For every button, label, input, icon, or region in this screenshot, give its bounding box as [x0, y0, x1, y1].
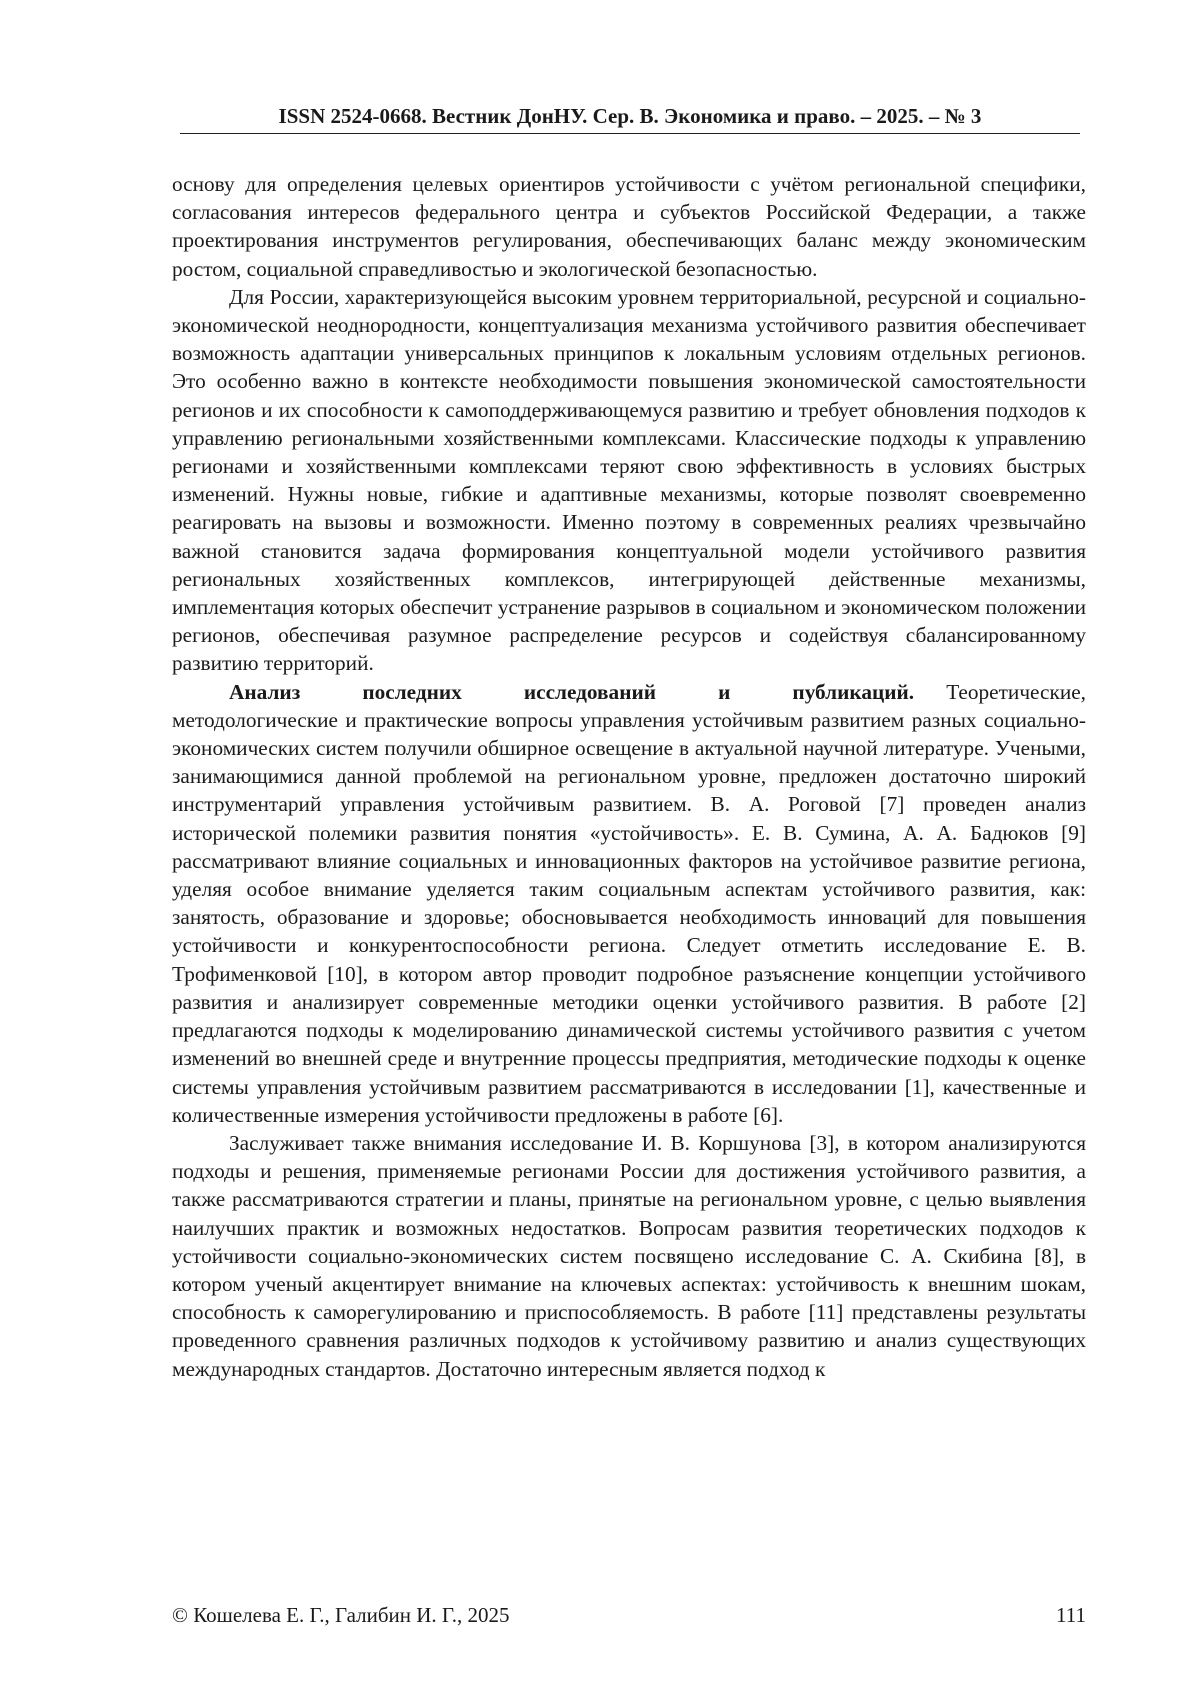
paragraph-russia-heterogeneity: Для России, характеризующейся высоким уровнем территориальной, ресурсной и социально-экономической неоднородности, концептуализация механизма устойчивого развития обеспечивает возможность адаптации универсальных принципов к локальным условиям отдельных регионов. Это особенно важно в контексте необходимости повышения экономической самостоятельности регионов и их способности к самоподдерживающемуся развитию и требует обновления подходов к управлению региональными хозяйственными комплексами. Классические подходы к управлению регионами и хозяйственными комплексами теряют свою эффективность в условиях быстрых изменений. Нужны новые, гибкие и адаптивные механизмы, которые позволят своевременно реагировать на вызовы и возможности. Именно поэтому в современных реалиях чрезвычайно важной становится задача формирования концептуальной модели устойчивого развития региональных хозяйственных комплексов, интегрирующей действенные механизмы, имплементация которых обеспечит устранение разрывов в социальном и экономическом положении регионов, обеспечивая разумное распределение ресурсов и содействуя сбалансированному развитию территорий.	[172, 284, 1086, 676]
paragraph-continuation: основу для определения целевых ориентиров устойчивости с учётом региональной специфики, согласования интересов федерального центра и субъектов Российской Федерации, а также проектирования инструментов регулирования, обеспечивающих баланс между экономическим ростом, социальной справедливостью и экологической безопасностью.	[172, 172, 1086, 281]
article-body	[172, 170, 1086, 1383]
copyright-notice: © Кошелева Е. Г., Галибин И. Г., 2025	[172, 1603, 510, 1627]
section-heading-analysis: Анализ последних исследований и публикаций.	[229, 679, 915, 704]
paragraph-korshunov-study: Заслуживает также внимания исследование И. В. Коршунова [3], в котором анализируются подходы и решения, применяемые регионами России для достижения устойчивого развития, а также рассматриваются стратегии и планы, принятые на региональном уровне, с целью выявления наилучших практик и возможных недостатков. Вопросам развития теоретических подходов к устойчивости социально-экономических систем посвящено исследование С. А. Скибина [8], в котором ученый акцентирует внимание на ключевых аспектах: устойчивость к внешним шокам, способность к саморегулированию и приспособляемость. В работе [11] представлены результаты проведенного сравнения различных подходов к устойчивому развитию и анализ существующих международных стандартов. Достаточно интересным является подход к	[172, 1130, 1086, 1381]
paragraph-literature-review	[172, 678, 1086, 1129]
page-number: 111	[1056, 1603, 1086, 1627]
running-header: ISSN 2524-0668. Вестник ДонНУ. Сер. В. Экономика и право. – 2025. – № 3	[180, 104, 1080, 134]
paragraph-literature-review-text: Теоретические, методологические и практические вопросы управления устойчивым развитием разных социально-экономических систем получили обширное освещение в актуальной научной литературе. Учеными, занимающимися данной проблемой на региональном уровне, предложен достаточно широкий инструментарий управления устойчивым развитием. В. А. Роговой [7] проведен анализ исторической полемики развития понятия «устойчивость». Е. В. Сумина, А. А. Бадюков [9] рассматривают влияние социальных и инновационных факторов на устойчивое развитие региона, уделяя особое внимание уделяется таким социальным аспектам устойчивого развития, как: занятость, образование и здоровье; обосновывается необходимость инноваций для повышения устойчивости и конкурентоспособности региона. Следует отметить исследование Е. В. Трофименковой [10], в котором автор проводит подробное разъяснение концепции устойчивого развития и анализирует современные методики оценки устойчивого развития. В работе [2] предлагаются подходы к моделированию динамической системы устойчивого развития с учетом изменений во внешней среде и внутренние процессы предприятия, методические подходы к оценке системы управления устойчивым развитием рассматриваются в исследовании [1], качественные и количественные измерения устойчивости предложены в работе [6].	[172, 679, 1086, 1127]
